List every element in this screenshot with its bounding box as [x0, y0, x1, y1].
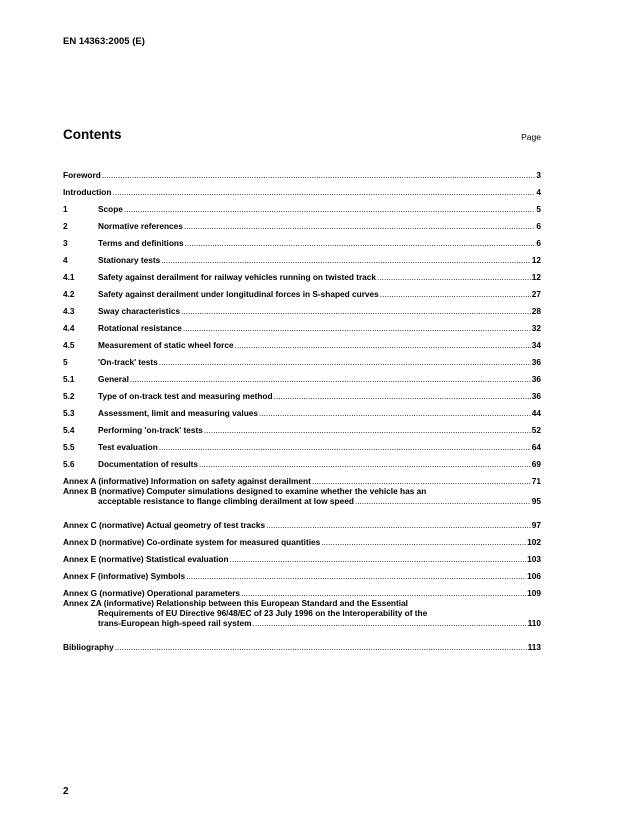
- toc-entry[interactable]: [63, 564, 541, 581]
- toc-entry-page: 97: [531, 520, 541, 530]
- toc-entry[interactable]: [63, 248, 541, 265]
- toc-entry-number: 5.1: [63, 374, 75, 384]
- toc-entry-page: 36: [531, 391, 541, 401]
- toc-leader-dots: [230, 554, 527, 564]
- toc-entry[interactable]: [63, 333, 541, 350]
- toc-entry[interactable]: [63, 452, 541, 469]
- toc-entry-label-line2: Requirements of EU Directive 96/48/EC of 23 July 1996 on the Interoperability of the: [98, 608, 428, 618]
- toc-entry-page: 102: [527, 537, 541, 547]
- toc-entry-number: 3: [63, 238, 68, 248]
- toc-entry-label: Assessment, limit and measuring values: [98, 408, 259, 418]
- toc-leader-dots: [380, 289, 531, 299]
- toc-entry-label: Safety against derailment for railway vehicles running on twisted track: [98, 272, 377, 282]
- toc-leader-dots: [102, 170, 536, 180]
- toc-leader-dots: [181, 306, 531, 316]
- toc-entry-label: Normative references: [98, 221, 183, 231]
- toc-leader-dots: [185, 238, 536, 248]
- toc-entry-label: Safety against derailment under longitudinal forces in S-shaped curves: [98, 289, 379, 299]
- toc-entry-page: 32: [531, 323, 541, 333]
- toc-entry-label: Terms and definitions: [98, 238, 184, 248]
- toc-leader-dots: [253, 618, 527, 628]
- toc-entry[interactable]: [63, 282, 541, 299]
- page-title: Contents: [63, 127, 122, 142]
- toc-leader-dots: [124, 204, 535, 214]
- toc-entry-label-line1: Annex B (normative) Computer simulations designed to examine whether the vehicle has an: [63, 486, 427, 496]
- toc-entry[interactable]: [63, 180, 541, 197]
- toc-leader-dots: [159, 442, 531, 452]
- toc-entry[interactable]: [63, 367, 541, 384]
- toc-leader-dots: [321, 537, 526, 547]
- toc-entry-label: Introduction: [63, 187, 112, 197]
- toc-entry-label: Annex C (normative) Actual geometry of test tracks: [63, 520, 266, 530]
- toc-entry[interactable]: [63, 265, 541, 282]
- toc-entry-label: Documentation of results: [98, 459, 199, 469]
- toc-entry-page: 34: [531, 340, 541, 350]
- toc-entry-page: 71: [531, 476, 541, 486]
- toc-entry-page: 4: [536, 187, 541, 197]
- toc-entry-page: 52: [531, 425, 541, 435]
- toc-entry-number: 4.1: [63, 272, 75, 282]
- toc-entry-label: Test evaluation: [98, 442, 158, 452]
- toc-entry-label-line3: trans-European high-speed rail system: [98, 618, 252, 628]
- toc-entry-page: 27: [531, 289, 541, 299]
- toc-leader-dots: [377, 272, 531, 282]
- toc-entry-bibliography[interactable]: [63, 635, 541, 652]
- toc-entry-label: Annex F (informative) Symbols: [63, 571, 186, 581]
- toc-entry-number: 5: [63, 357, 68, 367]
- page-number: 2: [63, 786, 69, 797]
- toc-entry[interactable]: [63, 316, 541, 333]
- toc-entry-label: Annex A (informative) Information on safety against derailment: [63, 476, 311, 486]
- toc-entry[interactable]: [63, 401, 541, 418]
- toc-leader-dots: [112, 187, 535, 197]
- toc-entry-number: 5.4: [63, 425, 75, 435]
- toc-entry-number: 5.5: [63, 442, 75, 452]
- toc-entry-page: 12: [531, 255, 541, 265]
- toc-entry[interactable]: [63, 384, 541, 401]
- toc-entry-label: Scope: [98, 204, 123, 214]
- toc-entry-number: 5.6: [63, 459, 75, 469]
- toc-entry-number: 5.2: [63, 391, 75, 401]
- toc-entry-page: 95: [531, 496, 541, 506]
- toc-entry-label: Foreword: [63, 170, 101, 180]
- toc-entry-label: Rotational resistance: [98, 323, 182, 333]
- toc-leader-dots: [235, 340, 531, 350]
- toc-entry-number: 4: [63, 255, 68, 265]
- toc-leader-dots: [312, 476, 531, 486]
- toc-entry-number: 4.3: [63, 306, 75, 316]
- toc-entry-page: 69: [531, 459, 541, 469]
- toc-entry-page: 3: [536, 170, 541, 180]
- toc-entry-annex-b[interactable]: [63, 486, 541, 513]
- toc-entry-page: 44: [531, 408, 541, 418]
- toc-entry-label: Annex D (normative) Co-ordinate system for measured quantities: [63, 537, 321, 547]
- toc-entry[interactable]: [63, 469, 541, 486]
- toc-entry-page: 109: [527, 588, 541, 598]
- toc-entry[interactable]: [63, 530, 541, 547]
- toc-entry-page: 28: [531, 306, 541, 316]
- toc-leader-dots: [274, 391, 531, 401]
- page-column-label: Page: [521, 132, 541, 142]
- toc-entry-page: 113: [527, 642, 541, 652]
- toc-entry-number: 1: [63, 204, 68, 214]
- toc-entry-page: 64: [531, 442, 541, 452]
- toc-entry[interactable]: [63, 299, 541, 316]
- toc-entry[interactable]: [63, 231, 541, 248]
- toc-entry-page: 110: [527, 618, 541, 628]
- toc-entry-label: General: [98, 374, 129, 384]
- toc-entry-label: Annex G (normative) Operational parameters: [63, 588, 241, 598]
- toc-entry-label: Measurement of static wheel force: [98, 340, 234, 350]
- document-id: EN 14363:2005 (E): [63, 36, 145, 47]
- toc-entry-label: Bibliography: [63, 642, 114, 652]
- toc-leader-dots: [159, 357, 531, 367]
- toc-entry[interactable]: [63, 163, 541, 180]
- toc-entry[interactable]: [63, 418, 541, 435]
- toc-entry-page: 36: [531, 357, 541, 367]
- toc-leader-dots: [115, 642, 527, 652]
- toc-entry-number: 5.3: [63, 408, 75, 418]
- toc-entry-annex-za[interactable]: [63, 598, 541, 635]
- toc-leader-dots: [161, 255, 531, 265]
- toc-leader-dots: [184, 221, 536, 231]
- toc-leader-dots: [259, 408, 531, 418]
- toc-entry[interactable]: [63, 513, 541, 530]
- toc-entry-label: 'On-track' tests: [98, 357, 158, 367]
- toc-entry-page: 106: [527, 571, 541, 581]
- toc-entry-number: 4.4: [63, 323, 75, 333]
- toc-entry-page: 103: [527, 554, 541, 564]
- toc-entry-number: 4.2: [63, 289, 75, 299]
- toc-entry-label: Type of on-track test and measuring method: [98, 391, 273, 401]
- toc-leader-dots: [355, 496, 531, 506]
- toc-entry-page: 36: [531, 374, 541, 384]
- toc-entry[interactable]: [63, 197, 541, 214]
- toc-entry-label: Stationary tests: [98, 255, 161, 265]
- toc-leader-dots: [266, 520, 531, 530]
- toc-entry-number: 4.5: [63, 340, 75, 350]
- toc-entry-page: 12: [531, 272, 541, 282]
- toc-entry-label: Sway characteristics: [98, 306, 181, 316]
- table-of-contents: [63, 163, 541, 652]
- toc-entry[interactable]: [63, 547, 541, 564]
- toc-entry-page: 6: [536, 221, 541, 231]
- toc-leader-dots: [183, 323, 531, 333]
- toc-entry[interactable]: [63, 581, 541, 598]
- toc-entry-number: 2: [63, 221, 68, 231]
- toc-entry-label: Performing 'on-track' tests: [98, 425, 203, 435]
- toc-leader-dots: [199, 459, 531, 469]
- toc-leader-dots: [186, 571, 526, 581]
- toc-leader-dots: [204, 425, 531, 435]
- toc-entry[interactable]: [63, 350, 541, 367]
- toc-entry-label: Annex E (normative) Statistical evaluation: [63, 554, 229, 564]
- toc-entry-page: 6: [536, 238, 541, 248]
- toc-entry-label-line1: Annex ZA (informative) Relationship between this European Standard and the Essential: [63, 598, 408, 608]
- toc-entry[interactable]: [63, 435, 541, 452]
- toc-entry-label-line2: acceptable resistance to flange climbing derailment at low speed: [98, 496, 354, 506]
- toc-entry-page: 5: [536, 204, 541, 214]
- toc-entry[interactable]: [63, 214, 541, 231]
- toc-leader-dots: [241, 588, 526, 598]
- toc-leader-dots: [130, 374, 531, 384]
